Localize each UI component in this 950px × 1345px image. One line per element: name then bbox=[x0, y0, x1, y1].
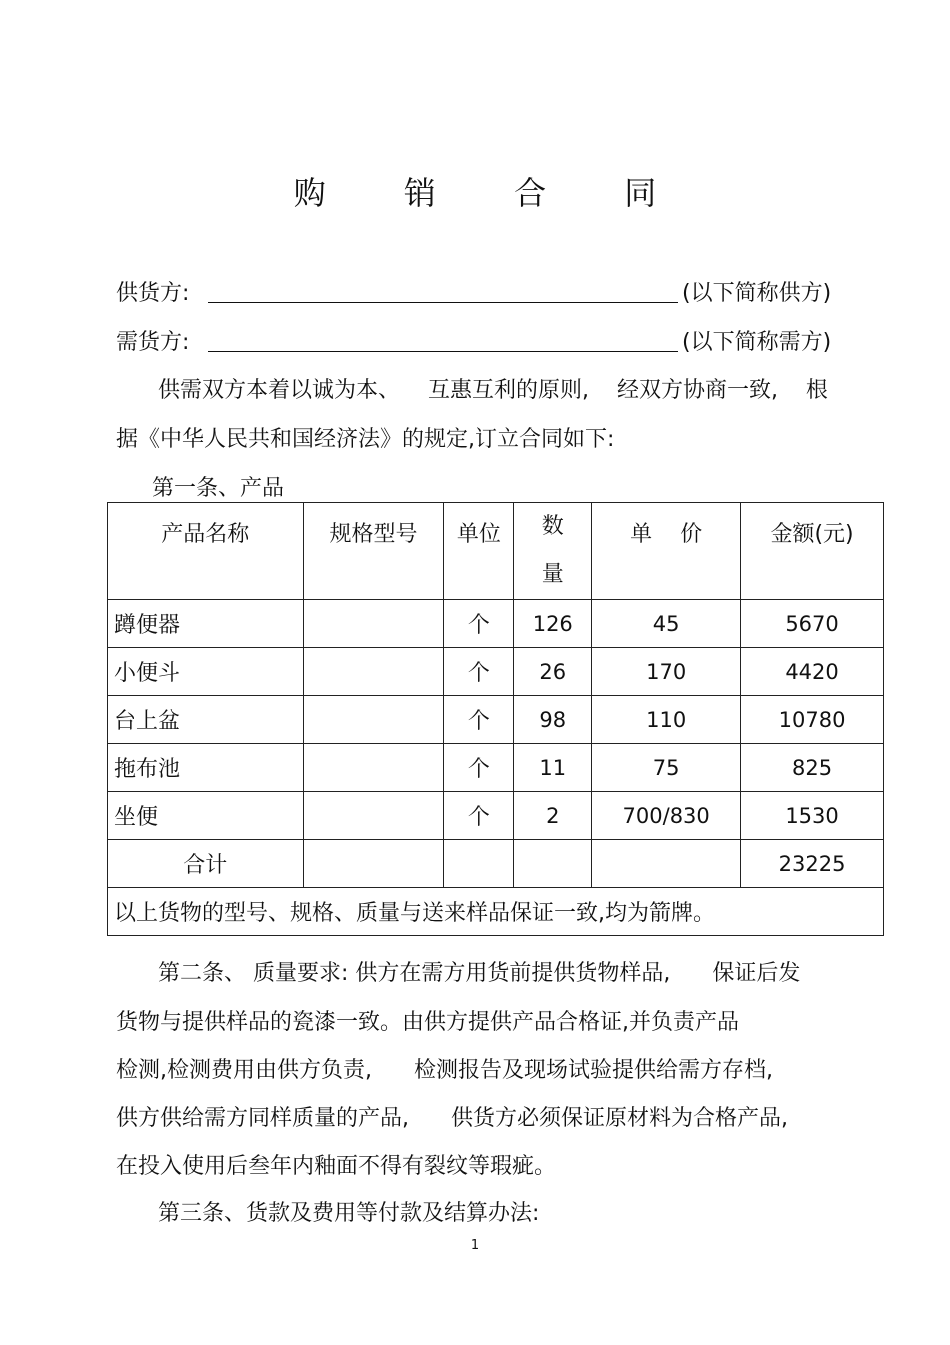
cell-qty: 2 bbox=[514, 792, 592, 840]
contract-title: 购 销 合 同 bbox=[293, 174, 691, 212]
cell-name: 坐便 bbox=[108, 792, 304, 840]
cell-unit: 个 bbox=[444, 744, 514, 792]
total-label: 合计 bbox=[108, 840, 304, 888]
supplier-label: 供货方: bbox=[116, 281, 190, 306]
header-quantity-char-2: 量 bbox=[541, 562, 564, 587]
cell-amount: 5670 bbox=[741, 600, 884, 648]
cell-unit: 个 bbox=[444, 792, 514, 840]
buyer-label: 需货方: bbox=[116, 330, 190, 355]
article2-line-4: 供方供给需方同样质量的产品, 供货方必须保证原材料为合格产品, bbox=[116, 1106, 788, 1131]
table-row bbox=[108, 792, 884, 840]
cell-price: 75 bbox=[592, 744, 741, 792]
cell-empty bbox=[592, 840, 741, 888]
cell-empty bbox=[444, 840, 514, 888]
cell-amount: 4420 bbox=[741, 648, 884, 696]
article2-line-2: 货物与提供样品的瓷漆一致。由供方提供产品合格证,并负责产品 bbox=[116, 1010, 739, 1035]
cell-spec bbox=[303, 648, 444, 696]
table-note: 以上货物的型号、规格、质量与送来样品保证一致,均为箭牌。 bbox=[108, 888, 884, 936]
table-note-row bbox=[108, 888, 884, 936]
cell-name: 台上盆 bbox=[108, 696, 304, 744]
cell-price: 170 bbox=[592, 648, 741, 696]
cell-qty: 11 bbox=[514, 744, 592, 792]
table-total-row bbox=[108, 840, 884, 888]
cell-amount: 10780 bbox=[741, 696, 884, 744]
supplier-note: (以下简称供方) bbox=[682, 281, 832, 306]
cell-spec bbox=[303, 600, 444, 648]
table-row bbox=[108, 744, 884, 792]
article3-title: 第三条、货款及费用等付款及结算办法: bbox=[158, 1201, 540, 1226]
cell-qty: 126 bbox=[514, 600, 592, 648]
article2-line-3: 检测,检测费用由供方负责, 检测报告及现场试验提供给需方存档, bbox=[116, 1058, 773, 1083]
table-row bbox=[108, 648, 884, 696]
page-number: 1 bbox=[470, 1238, 480, 1253]
article2-line-1: 第二条、 质量要求: 供方在需方用货前提供货物样品, 保证后发 bbox=[158, 961, 801, 986]
buyer-note: (以下简称需方) bbox=[682, 330, 832, 355]
intro-line-2: 据《中华人民共和国经济法》的规定,订立合同如下: bbox=[116, 427, 615, 452]
article1-title: 第一条、产品 bbox=[152, 476, 285, 501]
intro-line-1: 供需双方本着以诚为本、 互惠互利的原则, 经双方协商一致, 根 bbox=[158, 378, 828, 403]
header-spec: 规格型号 bbox=[303, 503, 444, 600]
cell-unit: 个 bbox=[444, 648, 514, 696]
product-table bbox=[107, 502, 884, 936]
cell-spec bbox=[303, 744, 444, 792]
total-amount: 23225 bbox=[741, 840, 884, 888]
cell-qty: 26 bbox=[514, 648, 592, 696]
cell-qty: 98 bbox=[514, 696, 592, 744]
table-row bbox=[108, 696, 884, 744]
header-quantity bbox=[514, 503, 592, 600]
cell-price: 45 bbox=[592, 600, 741, 648]
cell-unit: 个 bbox=[444, 600, 514, 648]
cell-spec bbox=[303, 696, 444, 744]
buyer-blank bbox=[208, 351, 678, 352]
cell-empty bbox=[514, 840, 592, 888]
header-amount: 金额(元) bbox=[741, 503, 884, 600]
supplier-blank bbox=[208, 302, 678, 303]
cell-amount: 825 bbox=[741, 744, 884, 792]
cell-unit: 个 bbox=[444, 696, 514, 744]
header-product-name: 产品名称 bbox=[108, 503, 304, 600]
header-unit: 单位 bbox=[444, 503, 514, 600]
cell-name: 拖布池 bbox=[108, 744, 304, 792]
cell-price: 700/830 bbox=[592, 792, 741, 840]
cell-name: 小便斗 bbox=[108, 648, 304, 696]
header-quantity-char-1: 数 bbox=[541, 514, 564, 539]
cell-empty bbox=[303, 840, 444, 888]
cell-price: 110 bbox=[592, 696, 741, 744]
header-unit-price: 单 价 bbox=[592, 503, 741, 600]
table-row bbox=[108, 600, 884, 648]
cell-amount: 1530 bbox=[741, 792, 884, 840]
cell-spec bbox=[303, 792, 444, 840]
cell-name: 蹲便器 bbox=[108, 600, 304, 648]
table-header-row bbox=[108, 503, 884, 600]
article2-line-5: 在投入使用后叁年内釉面不得有裂纹等瑕疵。 bbox=[116, 1154, 557, 1179]
